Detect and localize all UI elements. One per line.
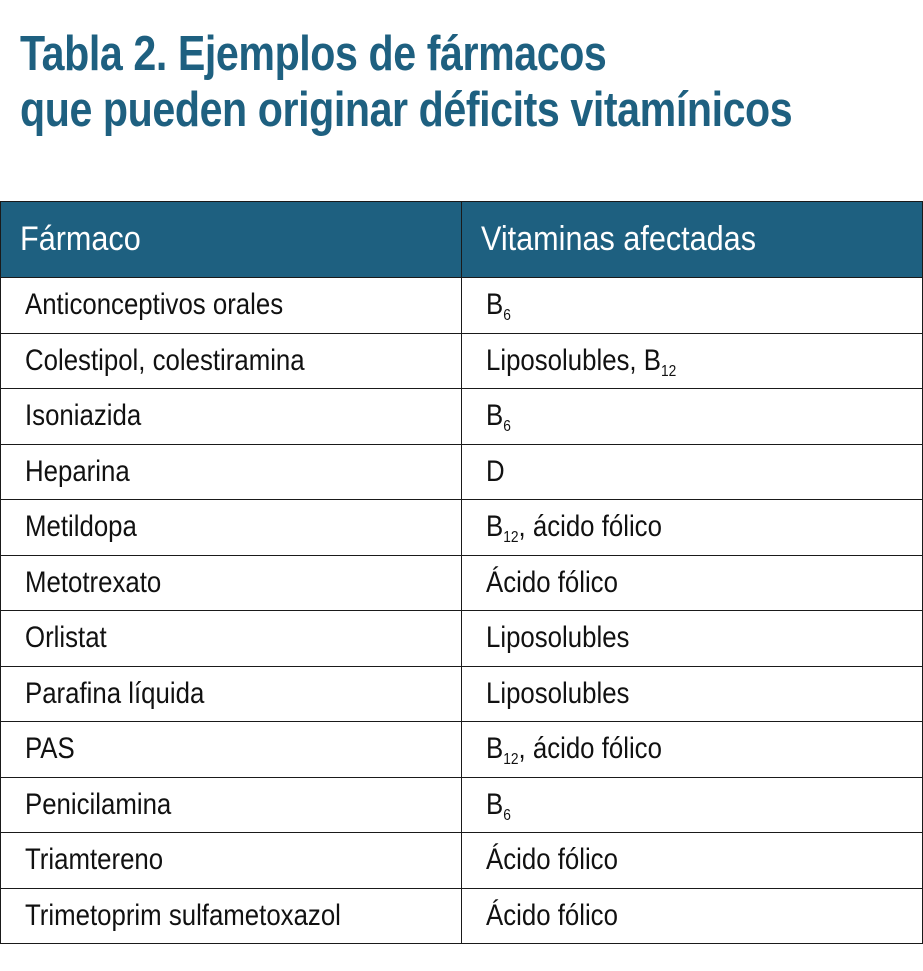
table-row xyxy=(1,666,923,722)
title-line-1: Tabla 2. Ejemplos de fármacos xyxy=(20,27,607,81)
vitamin-cell: $B_6$ xyxy=(462,278,923,334)
table-row xyxy=(1,278,923,334)
table-row xyxy=(1,888,923,944)
vitamin-cell: $B_{12}$, ácido fólico xyxy=(462,722,923,778)
table-row xyxy=(1,777,923,833)
drug-cell: Metotrexato xyxy=(1,555,462,611)
table-row xyxy=(1,722,923,778)
vitamin-cell: $B_6$ xyxy=(462,389,923,445)
drug-cell: Metildopa xyxy=(1,500,462,556)
column-header-drug: Fármaco xyxy=(1,202,462,278)
drug-cell: Penicilamina xyxy=(1,777,462,833)
vitamin-cell: $B_6$ xyxy=(462,777,923,833)
drug-cell: Isoniazida xyxy=(1,389,462,445)
vitamin-cell: $B_{12}$, ácido fólico xyxy=(462,500,923,556)
drug-vitamin-table xyxy=(0,201,923,944)
vitamin-cell: Liposolubles, $B_{12}$ xyxy=(462,333,923,389)
table-row xyxy=(1,389,923,445)
drug-cell: Heparina xyxy=(1,444,462,500)
table-row xyxy=(1,833,923,889)
table-row xyxy=(1,500,923,556)
drug-cell: PAS xyxy=(1,722,462,778)
vitamin-cell: D xyxy=(462,444,923,500)
drug-cell: Anticonceptivos orales xyxy=(1,278,462,334)
table-row xyxy=(1,555,923,611)
drug-cell: Parafina líquida xyxy=(1,666,462,722)
vitamin-cell: Ácido fólico xyxy=(462,833,923,889)
column-header-vitamins: Vitaminas afectadas xyxy=(462,202,923,278)
table-row xyxy=(1,333,923,389)
drug-cell: Orlistat xyxy=(1,611,462,667)
drug-cell: Colestipol, colestiramina xyxy=(1,333,462,389)
vitamin-cell: Ácido fólico xyxy=(462,888,923,944)
table-row xyxy=(1,444,923,500)
table-header-row xyxy=(1,202,923,278)
page-title xyxy=(20,26,792,138)
drug-cell: Trimetoprim sulfametoxazol xyxy=(1,888,462,944)
title-line-2: que pueden originar déficits vitamínicos xyxy=(20,83,793,137)
table-row xyxy=(1,611,923,667)
vitamin-cell: Ácido fólico xyxy=(462,555,923,611)
drug-cell: Triamtereno xyxy=(1,833,462,889)
vitamin-cell: Liposolubles xyxy=(462,666,923,722)
vitamin-cell: Liposolubles xyxy=(462,611,923,667)
